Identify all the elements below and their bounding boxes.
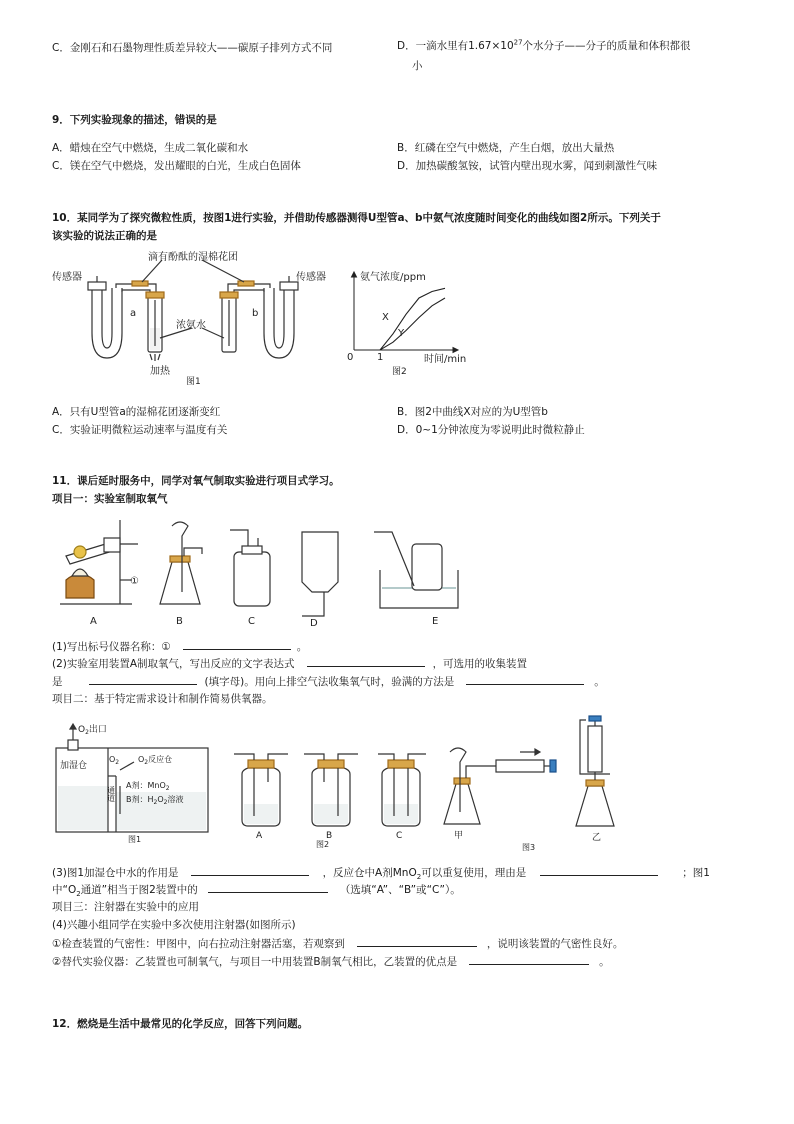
q10-option-d: D．0~1分钟浓度为零说明此时微粒静止: [397, 424, 585, 436]
q11-part-3-line1: [52, 864, 710, 881]
q11-p3b-sub: 2: [416, 873, 422, 882]
chart-series-x-line: [354, 288, 445, 350]
fig3-caption: 图3: [522, 843, 536, 852]
fig-agent-b: B剂：$H_2O_2$溶液: [126, 795, 184, 806]
q10-option-c: C．实验证明微粒运动速率与温度有关: [52, 424, 228, 436]
q11-part-4: (4)兴趣小组同学在实验中多次使用注射器(如图所示): [52, 919, 296, 931]
fig1-top-label: 滴有酚酞的湿棉花团: [148, 252, 238, 263]
fig-o2-channel: $O_2$: [109, 755, 120, 766]
q10-stem-line1: 10．某同学为了探究微粒性质，按图1进行实验，并借助传感器测得U型管a、b中氨气浓度随时间变化的曲线如图2所示。下列关于: [52, 212, 661, 224]
q9-option-c: C．镁在空气中燃烧，发出耀眼的白光，生成白色固体: [52, 160, 301, 172]
apparatus-label-e: E: [432, 616, 439, 627]
q11-p3a-text: (3)图1加湿仓中水的作用是: [52, 867, 179, 879]
q9-option-b: B．红磷在空气中燃烧，产生白烟，放出大量热: [397, 142, 615, 154]
fig2-caption: 图2: [316, 840, 330, 848]
answer-blank-1[interactable]: [183, 638, 291, 650]
q11-p4a2-text: ，说明该装置的气密性良好。: [486, 938, 624, 950]
chart-series-x-label: X: [382, 312, 389, 323]
q8-d-text-2: 个水分子——分子的质量和体积都很: [522, 40, 691, 52]
fig1-caption: 图1: [186, 377, 201, 387]
chart-caption: 图2: [392, 367, 407, 376]
chart-xlabel: 时间/min: [424, 354, 467, 365]
q9-stem: 9．下列实验现象的描述，错误的是: [52, 114, 217, 126]
chart-y-arrow: [352, 272, 357, 277]
fig2-label-a: A: [256, 831, 263, 841]
q11-bottle-figure: [230, 752, 430, 848]
q11-part-2-line1: [52, 655, 527, 671]
q10-option-a: A．只有U型管a的湿棉花团逐渐变红: [52, 406, 221, 418]
answer-blank-9[interactable]: [469, 953, 589, 965]
q11-p2b-text: ，可选用的收集装置: [432, 658, 528, 670]
q10-figure-1: [52, 248, 342, 390]
q11-project-2: 项目二：基于特定需求设计和制作简易供氧器。: [52, 693, 273, 705]
fig-o2-outlet: $O_2$出口: [78, 725, 107, 736]
fig3-label-jia: 甲: [454, 831, 464, 841]
q11-stem: 11．课后延时服务中，同学对氧气制取实验进行项目式学习。: [52, 475, 340, 487]
answer-blank-4[interactable]: [466, 673, 584, 685]
answer-blank-7[interactable]: [208, 881, 328, 893]
answer-blank-2[interactable]: [307, 655, 425, 667]
q8-option-d-wrap: 小: [412, 60, 423, 72]
q11-p3c-text: 可以重复使用，理由是: [421, 867, 527, 879]
q8-option-c: C．金刚石和石墨物理性质差异较大——碳原子排列方式不同: [52, 42, 333, 54]
apparatus-label-b: B: [176, 616, 183, 627]
fig1-label-b: b: [252, 308, 259, 319]
answer-blank-8[interactable]: [357, 935, 477, 947]
fig-react-chamber: $O_2$反应仓: [138, 755, 173, 766]
chart-ylabel: 氨气浓度/ppm: [360, 272, 426, 283]
q11-part-1: [52, 638, 307, 654]
fig1-sensor-right: 传感器: [296, 272, 326, 283]
q8-d-text: D．一滴水里有1.67×10: [397, 40, 514, 52]
q11-p4b2-text: 。: [599, 956, 610, 968]
q11-part-4-1: [52, 935, 623, 951]
q8-option-d: [397, 38, 691, 53]
answer-blank-5[interactable]: [191, 864, 309, 876]
fig2-label-c: C: [396, 831, 403, 841]
q11-p3f-text: 通道”相当于图2装置中的: [80, 884, 198, 896]
fig1-sensor-left: 传感器: [52, 272, 82, 283]
q11-oxygen-supplier-figure: [52, 722, 212, 844]
chart-series-y-label: Y: [398, 328, 405, 339]
fig3-label-yi: 乙: [592, 833, 602, 843]
q11-p1-text: (1)写出标号仪器名称：①: [52, 641, 171, 653]
fig1-ammonia-label: 浓氨水: [176, 320, 206, 331]
q11-project-3: 项目三：注射器在实验中的应用: [52, 901, 199, 913]
q11-p2c-text: 是: [52, 676, 63, 688]
q10-stem-line2: 该实验的说法正确的是: [52, 230, 157, 242]
answer-blank-3[interactable]: [89, 673, 197, 685]
q9-option-a: A．蜡烛在空气中燃烧，生成二氧化碳和水: [52, 142, 249, 154]
q11-p3d-text: ；图1: [682, 867, 710, 879]
fig-agent-a: A剂：MnO$_2$: [126, 781, 170, 792]
apparatus-label-a: A: [90, 616, 97, 627]
q12-stem: 12．燃烧是生活中最常见的化学反应，回答下列问题。: [52, 1018, 309, 1030]
q11-p4b1-text: ②替代实验仪器：乙装置也可制氧气，与项目一中用装置B制氧气相比，乙装置的优点是: [52, 956, 458, 968]
apparatus-mark-1: ①: [130, 576, 139, 587]
q11-p4a1-text: ①检查装置的气密性：甲图中，向右拉动注射器活塞，若观察到: [52, 938, 345, 950]
q11-p2d-text: (填字母)。用向上排空气法收集氧气时，验满的方法是: [204, 676, 455, 688]
q11-part-3-line2: [52, 881, 461, 898]
answer-blank-6[interactable]: [540, 864, 658, 876]
q9-option-d: D．加热碳酸氢铵，试管内壁出现水雾，闻到刺激性气味: [397, 160, 658, 172]
fig1-heat-label: 加热: [150, 366, 170, 377]
q11-part-4-2: [52, 953, 610, 969]
chart-tick-1: 1: [377, 352, 384, 363]
q11-p2a-text: (2)实验室用装置A制取氧气，写出反应的文字表达式: [52, 658, 295, 670]
q11-part-2-line2: [52, 673, 605, 689]
q11-p3g-text: （选填“A”、“B”或“C”）。: [339, 884, 461, 896]
chart-x-arrow: [453, 348, 458, 353]
fig1-label-a: a: [130, 308, 137, 319]
fig2-label-b: B: [326, 831, 333, 841]
q8-d-exponent: 27: [513, 38, 523, 47]
q10-option-b: B．图2中曲线X对应的为U型管b: [397, 406, 548, 418]
q11-p3e-text: 中“O: [52, 884, 77, 896]
q11-p1-end: 。: [296, 641, 308, 653]
fig1-caption-p2: 图1: [128, 835, 142, 844]
q11-p3e-sub: 2: [76, 890, 81, 899]
q11-syringe-figure: [440, 712, 640, 852]
q10-figure-2-chart: [340, 266, 470, 376]
apparatus-label-d: D: [310, 618, 318, 629]
fig-channel-label: 通道: [106, 786, 116, 802]
q11-project-1: 项目一：实验室制取氧气: [52, 493, 168, 505]
q11-p3b-text: ，反应仓中A剂MnO: [322, 867, 417, 879]
chart-origin-label: 0: [347, 352, 354, 363]
fig-humid-chamber: 加湿仓: [60, 761, 88, 771]
q11-apparatus-figure: [52, 512, 472, 630]
q11-p2e-text: 。: [594, 676, 605, 688]
apparatus-label-c: C: [248, 616, 255, 627]
